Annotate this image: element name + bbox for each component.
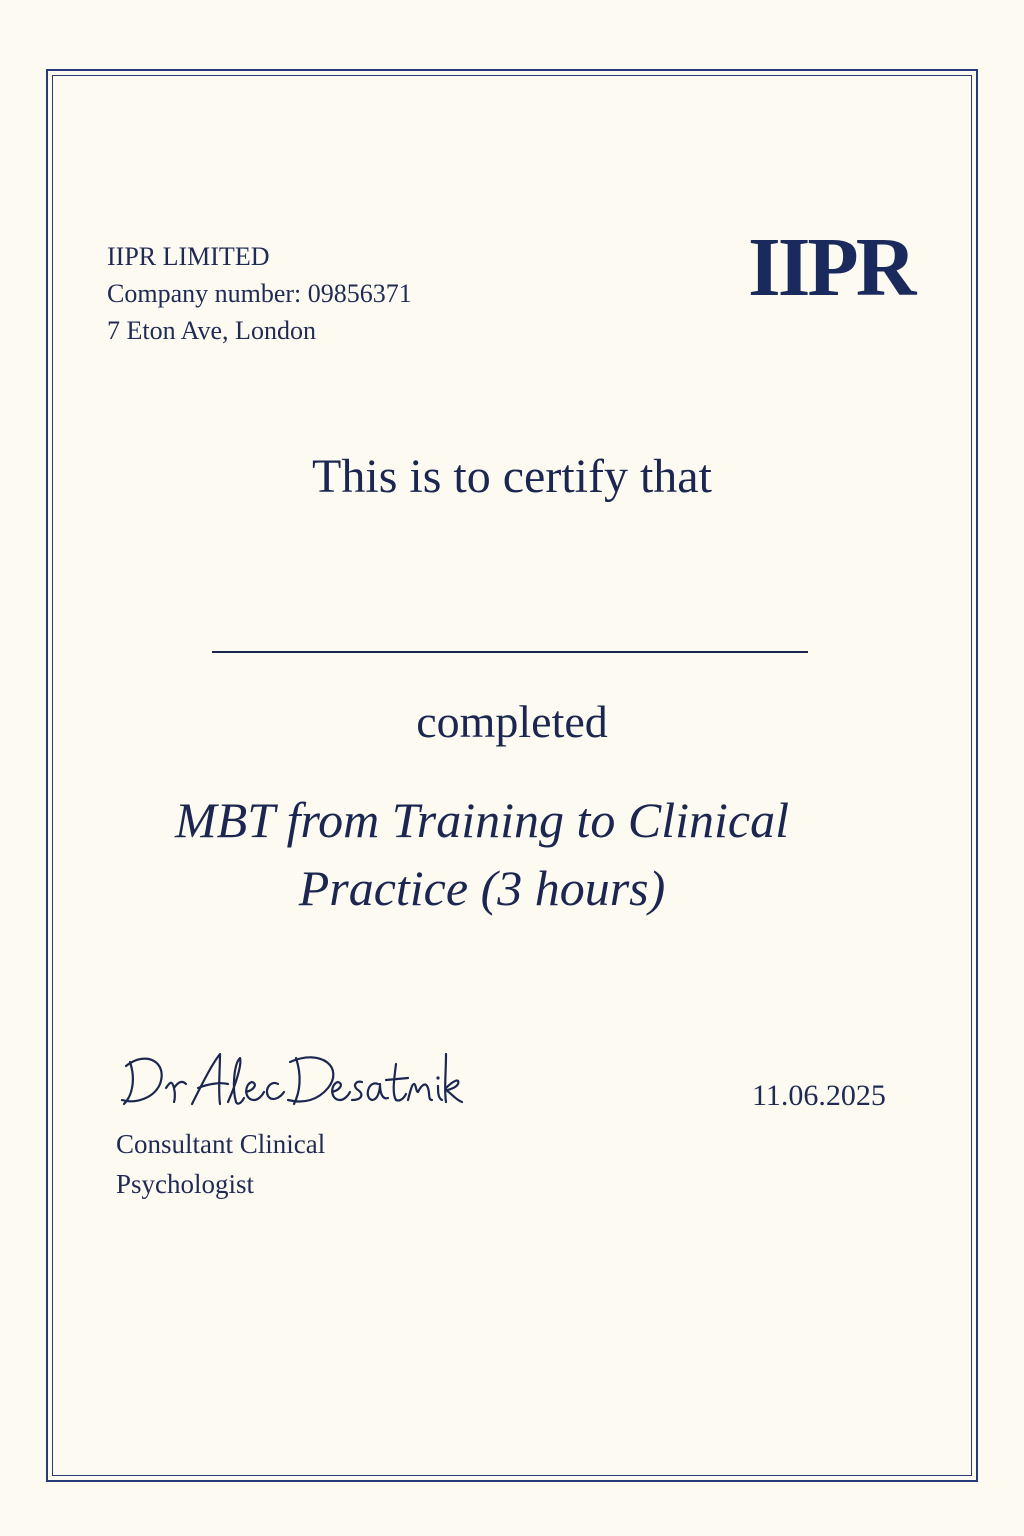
company-number: Company number: 09856371 — [107, 279, 412, 308]
course-title-line1: MBT from Training to Clinical — [175, 792, 789, 848]
issuer-name: IIPR LIMITED — [107, 242, 270, 271]
recipient-name-line — [212, 651, 808, 653]
issuer-details — [107, 238, 412, 349]
signatory-title-line1: Consultant Clinical — [116, 1129, 326, 1159]
completed-label: completed — [416, 696, 608, 747]
handwritten-signature — [116, 1040, 466, 1116]
issuer-address: 7 Eton Ave, London — [107, 316, 316, 345]
course-title — [160, 786, 804, 922]
signatory-title-line2: Psychologist — [116, 1169, 255, 1199]
iipr-logo: IIPR — [748, 221, 914, 314]
certify-intro: This is to certify that — [312, 450, 712, 503]
certificate-date: 11.06.2025 — [752, 1079, 886, 1112]
course-title-line2: Practice (3 hours) — [298, 860, 666, 916]
signatory-title — [116, 1124, 325, 1204]
